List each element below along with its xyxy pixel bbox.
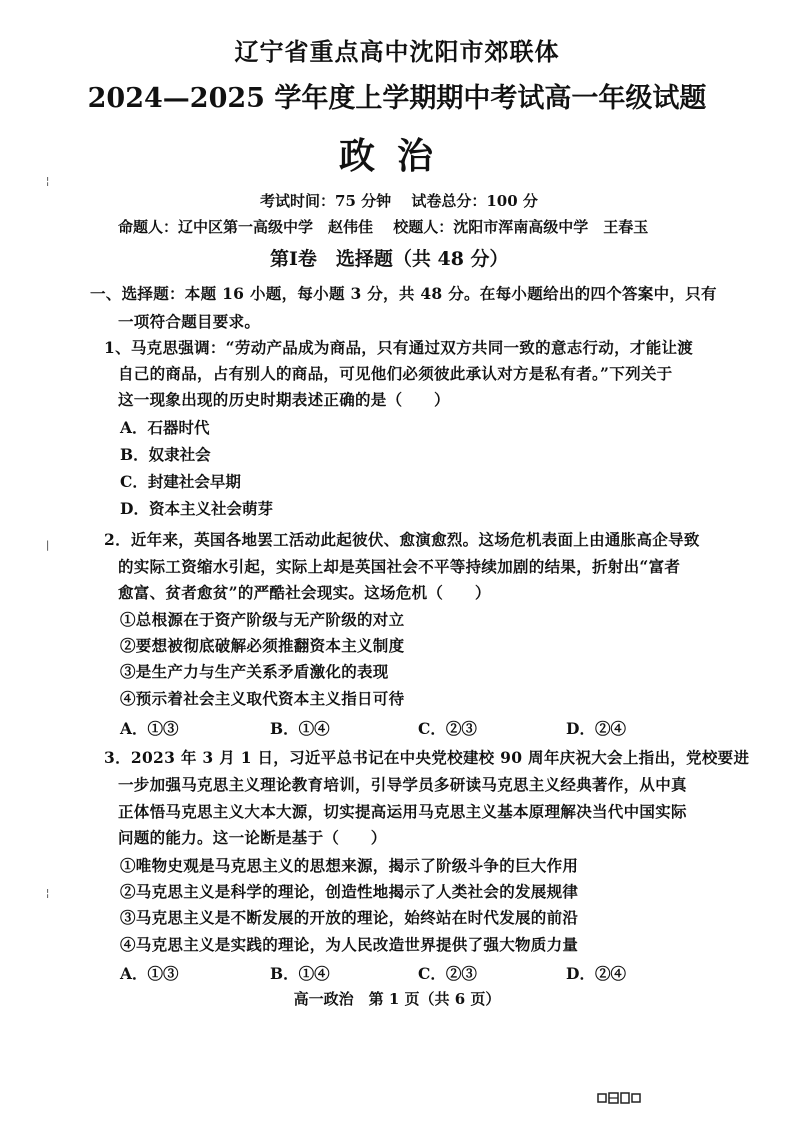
subject-title: 政治 [338,135,455,177]
question-2-option-d: D．②④ [566,719,626,738]
question-1-option-c: C．封建社会早期 [120,472,241,491]
question-1-option-a: A．石器时代 [120,418,210,437]
scan-mark: ¦ [46,176,50,187]
question-2-option-a: A．①③ [120,719,179,738]
question-2-statement: ④预示着社会主义取代资本主义指日可待 [120,689,405,708]
section-instruction: 一、选择题：本题 16 小题，每小题 3 分，共 48 分。在每小题给出的四个答案中，只有 [90,284,717,303]
header-line1: 辽宁省重点高中沈阳市郊联体 [234,37,560,66]
question-1-option-b: B．奴隶社会 [120,445,211,464]
question-2-statement: ③是生产力与生产关系矛盾激化的表现 [120,662,389,681]
exam-info: 考试时间：75 分钟 试卷总分：100 分 [260,192,538,210]
question-3-option-d: D．②④ [566,964,626,983]
question-3-statement: ③马克思主义是不断发展的开放的理论，始终站在时代发展的前沿 [120,908,579,927]
question-3-text: 一步加强马克思主义理论教育培训，引导学员多研读马克思主义经典著作，从中真 [118,775,687,794]
watermark-logo [597,1091,641,1108]
question-2-option-b: B．①④ [270,719,330,738]
question-3-option-b: B．①④ [270,964,330,983]
question-2-text: 2．近年来，英国各地罢工活动此起彼伏、愈演愈烈。这场危机表面上由通胀高企导致 [104,530,700,549]
question-3-statement: ①唯物史观是马克思主义的思想来源，揭示了阶级斗争的巨大作用 [120,856,579,875]
section-instruction: 一项符合题目要求。 [118,312,261,331]
scan-mark: | [46,540,50,551]
question-2-text: 的实际工资缩水引起，实际上却是英国社会不平等持续加剧的结果，折射出“富者 [118,557,681,576]
question-1-option-d: D．资本主义社会萌芽 [120,499,273,518]
question-3-text: 正体悟马克思主义大本大源，切实提高运用马克思主义基本原理解决当代中国实际 [118,802,687,821]
question-1-text: 这一现象出现的历史时期表述正确的是（ ） [118,390,450,409]
question-2-text: 愈富、贫者愈贫”的严酷社会现实。这场危机（ ） [118,583,491,602]
question-3-statement: ②马克思主义是科学的理论，创造性地揭示了人类社会的发展规律 [120,882,579,901]
exam-title: 2024—2025 学年度上学期期中考试高一年级试题 [87,83,707,114]
question-3-text: 问题的能力。这一论断是基于（ ） [118,828,387,847]
question-3-statement: ④马克思主义是实践的理论，为人民改造世界提供了强大物质力量 [120,935,579,954]
question-1-text: 自己的商品，占有别人的商品，可见他们必须彼此承认对方是私有者。”下列关于 [118,364,673,383]
page-footer: 高一政治 第 1 页（共 6 页） [293,990,501,1008]
question-2-option-c: C．②③ [418,719,477,738]
question-2-statement: ②要想被彻底破解必须推翻资本主义制度 [120,636,405,655]
section-title: 第Ⅰ卷 选择题（共 48 分） [270,248,509,270]
question-3-option-c: C．②③ [418,964,477,983]
question-2-statement: ①总根源在于资产阶级与无产阶级的对立 [120,610,405,629]
authors-line: 命题人：辽中区第一高级中学 赵伟佳 校题人：沈阳市浑南高级中学 王春玉 [118,218,649,236]
question-1-text: 1、马克思强调：“劳动产品成为商品，只有通过双方共同一致的意志行动，才能让渡 [104,338,694,357]
question-3-text: 3．2023 年 3 月 1 日，习近平总书记在中央党校建校 90 周年庆祝大会上指出，党校要进 [104,748,750,767]
watermark-glyphs [597,1091,641,1105]
scan-mark: ¦ [46,888,50,899]
question-3-option-a: A．①③ [120,964,179,983]
